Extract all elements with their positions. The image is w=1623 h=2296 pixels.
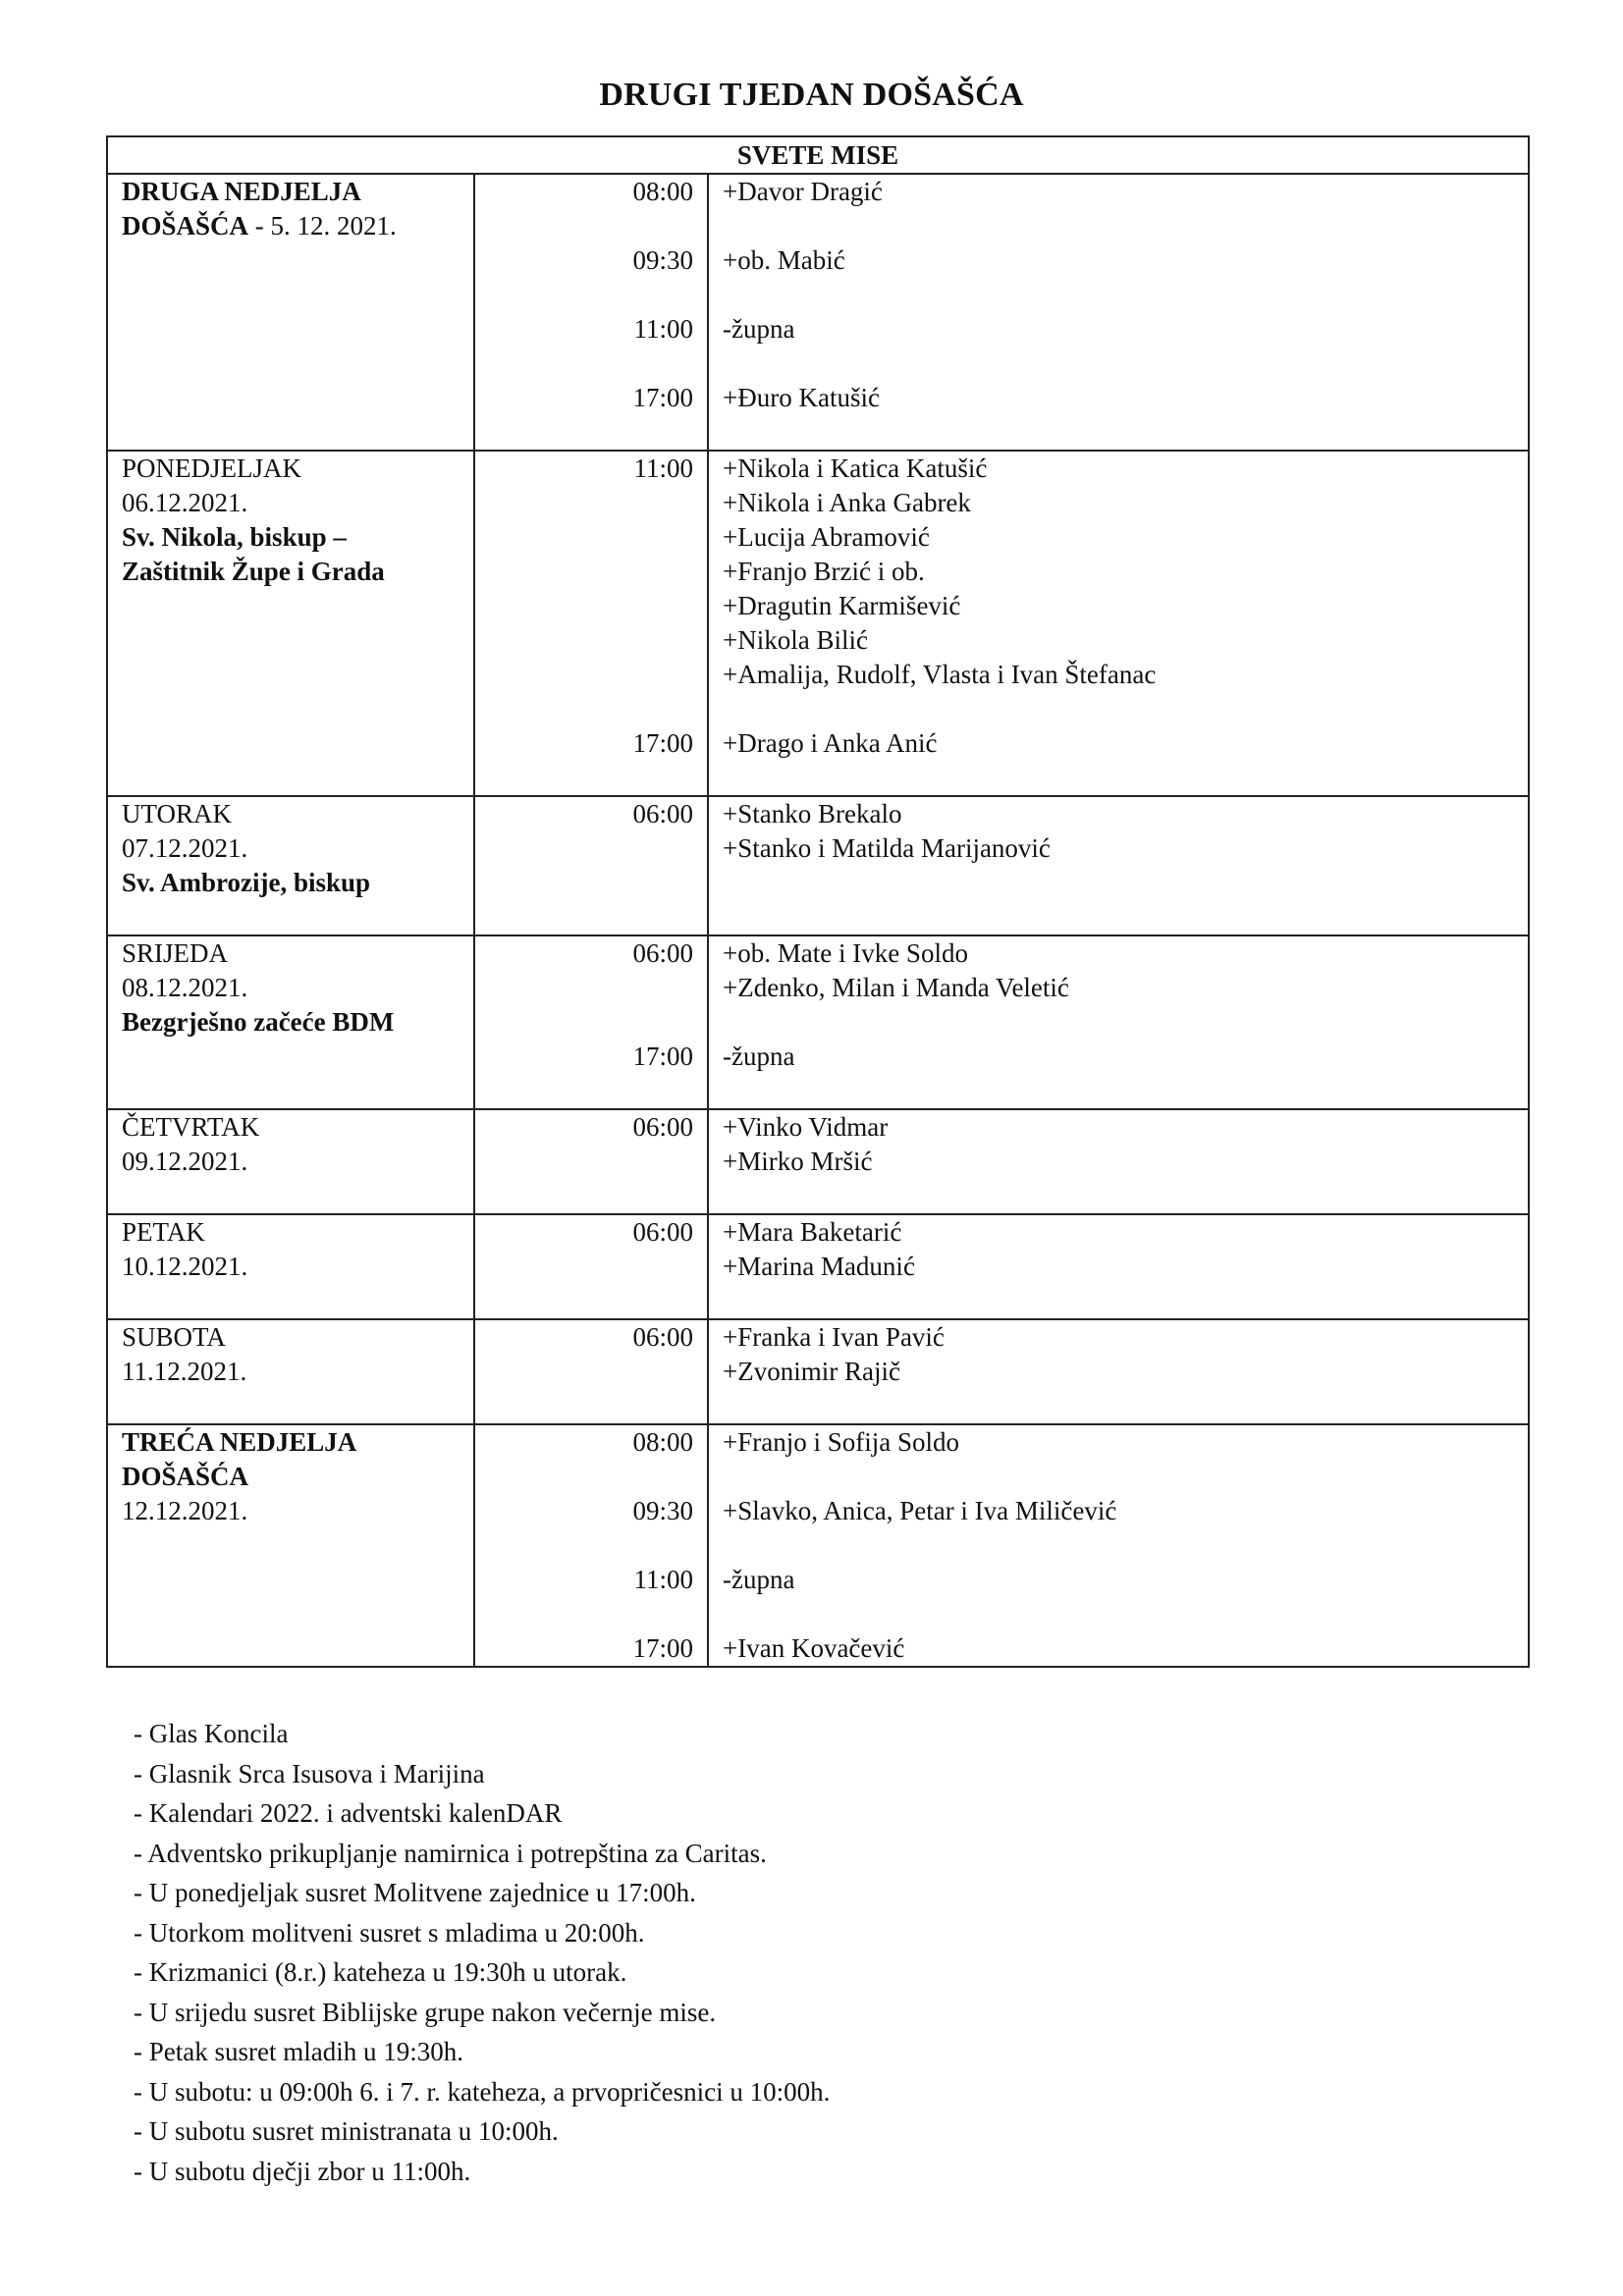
day-label-cell [107, 1214, 474, 1319]
mass-schedule-table [106, 135, 1530, 1668]
mass-time [475, 1460, 693, 1494]
mass-time [475, 415, 693, 450]
day-label-line [122, 1005, 473, 1040]
mass-time [475, 520, 693, 555]
mass-times-cell [474, 451, 708, 796]
mass-intention: +Franjo Brzić i ob. [723, 557, 925, 586]
mass-time [475, 658, 693, 692]
mass-times-cell [474, 1109, 708, 1214]
announcement-item: - U subotu dječji zbor u 11:00h. [134, 2156, 471, 2186]
mass-intention: +ob. Mabić [723, 245, 845, 275]
mass-time [475, 1250, 693, 1284]
day-label-cell [107, 1424, 474, 1667]
mass-intention [723, 278, 1528, 312]
day-label-line [122, 1145, 473, 1179]
day-label-line [122, 175, 473, 209]
day-label-text: PETAK [122, 1217, 205, 1247]
day-label-text: 12.12.2021. [122, 1496, 248, 1525]
mass-intention: +Davor Dragić [723, 177, 883, 206]
mass-intention: +Marina Madunić [723, 1252, 915, 1281]
mass-intention: +Đuro Katušić [723, 383, 880, 412]
announcement-item: - Glas Koncila [134, 1719, 289, 1748]
mass-schedule-body [107, 174, 1529, 1667]
mass-time [475, 209, 693, 243]
mass-intention: -župna [723, 1041, 795, 1071]
mass-time: 08:00 [632, 177, 693, 206]
mass-intention [723, 1389, 1528, 1423]
day-label-cell [107, 451, 474, 796]
mass-time [475, 692, 693, 726]
day-label-line [122, 555, 473, 589]
page-title: DRUGI TJEDAN DOŠAŠĆA [599, 77, 1024, 113]
mass-time: 08:00 [632, 1427, 693, 1457]
mass-intention: +Mara Baketarić [723, 1217, 902, 1247]
mass-time: 11:00 [633, 454, 693, 483]
mass-time [475, 589, 693, 623]
announcement-item: - U subotu susret ministranata u 10:00h. [134, 2116, 559, 2146]
mass-time: 11:00 [633, 1565, 693, 1594]
mass-time [475, 1179, 693, 1213]
mass-intention [723, 866, 1528, 900]
mass-intention: +Zvonimir Rajič [723, 1357, 900, 1386]
mass-time [475, 900, 693, 934]
mass-time [475, 623, 693, 658]
schedule-day-row [107, 451, 1529, 796]
mass-time [475, 971, 693, 1005]
day-label-line [122, 1320, 473, 1355]
mass-time [475, 486, 693, 520]
day-label-text: Sv. Nikola, biskup – [122, 522, 347, 552]
mass-times-cell [474, 1214, 708, 1319]
mass-time: 17:00 [632, 1041, 693, 1071]
schedule-day-row [107, 1319, 1529, 1424]
mass-intention: +Zdenko, Milan i Manda Veletić [723, 973, 1069, 1002]
mass-intention: +Vinko Vidmar [723, 1112, 889, 1142]
schedule-day-row [107, 1424, 1529, 1667]
day-label-line [122, 831, 473, 866]
day-label-text: DOŠAŠĆA [122, 211, 249, 240]
mass-intentions-cell [708, 935, 1529, 1109]
mass-time: 11:00 [633, 314, 693, 344]
day-label-cell [107, 1109, 474, 1214]
day-label-text: 10.12.2021. [122, 1252, 248, 1281]
announcement-item: - Adventsko prikupljanje namirnica i potrepština za Caritas. [134, 1838, 767, 1868]
day-label-text: 08.12.2021. [122, 973, 248, 1002]
mass-intention: +Ivan Kovačević [723, 1633, 905, 1663]
day-label-line [122, 1460, 473, 1494]
day-label-line [122, 1215, 473, 1250]
day-label-line [122, 1494, 473, 1528]
mass-intention: +ob. Mate i Ivke Soldo [723, 938, 968, 968]
mass-time: 09:30 [632, 245, 693, 275]
mass-intentions-cell [708, 1109, 1529, 1214]
day-label-text: SRIJEDA [122, 938, 229, 968]
mass-intention: +Nikola Bilić [723, 625, 868, 655]
mass-time [475, 831, 693, 866]
announcement-item: - Krizmanici (8.r.) kateheza u 19:30h u utorak. [134, 1957, 627, 1987]
day-label-text: Bezgrješno začeće BDM [122, 1007, 395, 1037]
day-label-cell [107, 935, 474, 1109]
day-label-text: TREĆA NEDJELJA [122, 1427, 357, 1457]
announcement-item: - Kalendari 2022. i adventski kalenDAR [134, 1798, 563, 1828]
mass-times-cell [474, 1424, 708, 1667]
mass-times-cell [474, 1319, 708, 1424]
mass-intention: +Mirko Mršić [723, 1147, 873, 1176]
mass-time: 06:00 [632, 1322, 693, 1352]
mass-intention [723, 1284, 1528, 1318]
day-label-text: UTORAK [122, 799, 233, 828]
table-header: SVETE MISE [107, 136, 1529, 174]
mass-time [475, 1074, 693, 1108]
schedule-day-row [107, 935, 1529, 1109]
mass-time [475, 1597, 693, 1631]
mass-intention [723, 209, 1528, 243]
mass-time: 17:00 [632, 728, 693, 758]
mass-time: 06:00 [632, 1217, 693, 1247]
mass-intention: +Drago i Anka Anić [723, 728, 938, 758]
mass-times-cell [474, 935, 708, 1109]
mass-intention [723, 761, 1528, 795]
day-label-text: PONEDJELJAK [122, 454, 302, 483]
mass-time: 06:00 [632, 938, 693, 968]
mass-intention: +Amalija, Rudolf, Vlasta i Ivan Štefanac [723, 660, 1157, 689]
mass-intentions-cell [708, 1424, 1529, 1667]
day-label-line [122, 1250, 473, 1284]
mass-intentions-cell [708, 1214, 1529, 1319]
mass-intention [723, 692, 1528, 726]
mass-intention [723, 1528, 1528, 1563]
day-label-cell [107, 796, 474, 935]
day-label-text: 11.12.2021. [122, 1357, 247, 1386]
mass-time [475, 1528, 693, 1563]
mass-time: 09:30 [632, 1496, 693, 1525]
announcement-item: - Petak susret mladih u 19:30h. [134, 2037, 463, 2066]
mass-intention [723, 1074, 1528, 1108]
day-label-text: DOŠAŠĆA [122, 1462, 249, 1491]
mass-intentions-cell [708, 174, 1529, 451]
day-label-line [122, 1110, 473, 1145]
mass-time [475, 278, 693, 312]
mass-time [475, 1389, 693, 1423]
day-label-cell [107, 1319, 474, 1424]
mass-time [475, 555, 693, 589]
mass-time [475, 347, 693, 381]
mass-time: 06:00 [632, 799, 693, 828]
day-label-line [122, 486, 473, 520]
mass-intention [723, 1460, 1528, 1494]
mass-intention [723, 1179, 1528, 1213]
mass-time [475, 1284, 693, 1318]
day-label-text: 09.12.2021. [122, 1147, 248, 1176]
mass-intention: -župna [723, 1565, 795, 1594]
schedule-day-row [107, 174, 1529, 451]
mass-intention: +Nikola i Anka Gabrek [723, 488, 971, 517]
mass-intentions-cell [708, 451, 1529, 796]
day-label-text: SUBOTA [122, 1322, 226, 1352]
day-label-text: 06.12.2021. [122, 488, 248, 517]
mass-intention: +Franjo i Sofija Soldo [723, 1427, 959, 1457]
mass-intention [723, 1005, 1528, 1040]
day-label-line [122, 866, 473, 900]
day-label-line [122, 1425, 473, 1460]
schedule-day-row [107, 1214, 1529, 1319]
mass-intention: -župna [723, 314, 795, 344]
day-label-text: Zaštitnik Župe i Grada [122, 557, 385, 586]
mass-time [475, 1145, 693, 1179]
day-label-line [122, 797, 473, 831]
announcements-list [134, 1714, 830, 2191]
announcement-item: - U subotu: u 09:00h 6. i 7. r. kateheza, a prvopričesnici u 10:00h. [134, 2076, 831, 2107]
announcement-item: - U srijedu susret Biblijske grupe nakon večernje mise. [134, 1997, 717, 2027]
mass-intention [723, 415, 1528, 450]
mass-intentions-cell [708, 796, 1529, 935]
mass-times-cell [474, 796, 708, 935]
day-date-text: - 5. 12. 2021. [248, 211, 397, 240]
day-label-text: Sv. Ambrozije, biskup [122, 868, 371, 897]
mass-intention: +Lucija Abramović [723, 522, 930, 552]
mass-time: 17:00 [632, 383, 693, 412]
mass-intention: +Stanko Brekalo [723, 799, 902, 828]
day-label-line [122, 452, 473, 486]
mass-time: 17:00 [632, 1633, 693, 1663]
mass-intention: +Franka i Ivan Pavić [723, 1322, 945, 1352]
announcement-item: - Glasnik Srca Isusova i Marijina [134, 1758, 485, 1789]
day-label-line [122, 1355, 473, 1389]
mass-intention: +Dragutin Karmišević [723, 591, 961, 620]
day-label-text: 07.12.2021. [122, 833, 248, 863]
schedule-day-row [107, 1109, 1529, 1214]
mass-intention [723, 1597, 1528, 1631]
mass-intention [723, 900, 1528, 934]
day-label-line [122, 209, 473, 243]
day-label-cell [107, 174, 474, 451]
announcement-item: - U ponedjeljak susret Molitvene zajednice u 17:00h. [134, 1878, 696, 1907]
mass-times-cell [474, 174, 708, 451]
mass-time [475, 1355, 693, 1389]
mass-intentions-cell [708, 1319, 1529, 1424]
day-label-line [122, 971, 473, 1005]
day-label-line [122, 520, 473, 555]
day-label-text: DRUGA NEDJELJA [122, 177, 361, 206]
mass-intention [723, 347, 1528, 381]
day-label-line [122, 936, 473, 971]
mass-time [475, 761, 693, 795]
mass-intention: +Slavko, Anica, Petar i Iva Miličević [723, 1496, 1117, 1525]
mass-time [475, 866, 693, 900]
announcement-item: - Utorkom molitveni susret s mladima u 20:00h. [134, 1917, 645, 1948]
schedule-day-row [107, 796, 1529, 935]
mass-intention: +Nikola i Katica Katušić [723, 454, 988, 483]
mass-time [475, 1005, 693, 1040]
day-label-text: ČETVRTAK [122, 1112, 260, 1142]
mass-time: 06:00 [632, 1112, 693, 1142]
mass-intention: +Stanko i Matilda Marijanović [723, 833, 1051, 863]
